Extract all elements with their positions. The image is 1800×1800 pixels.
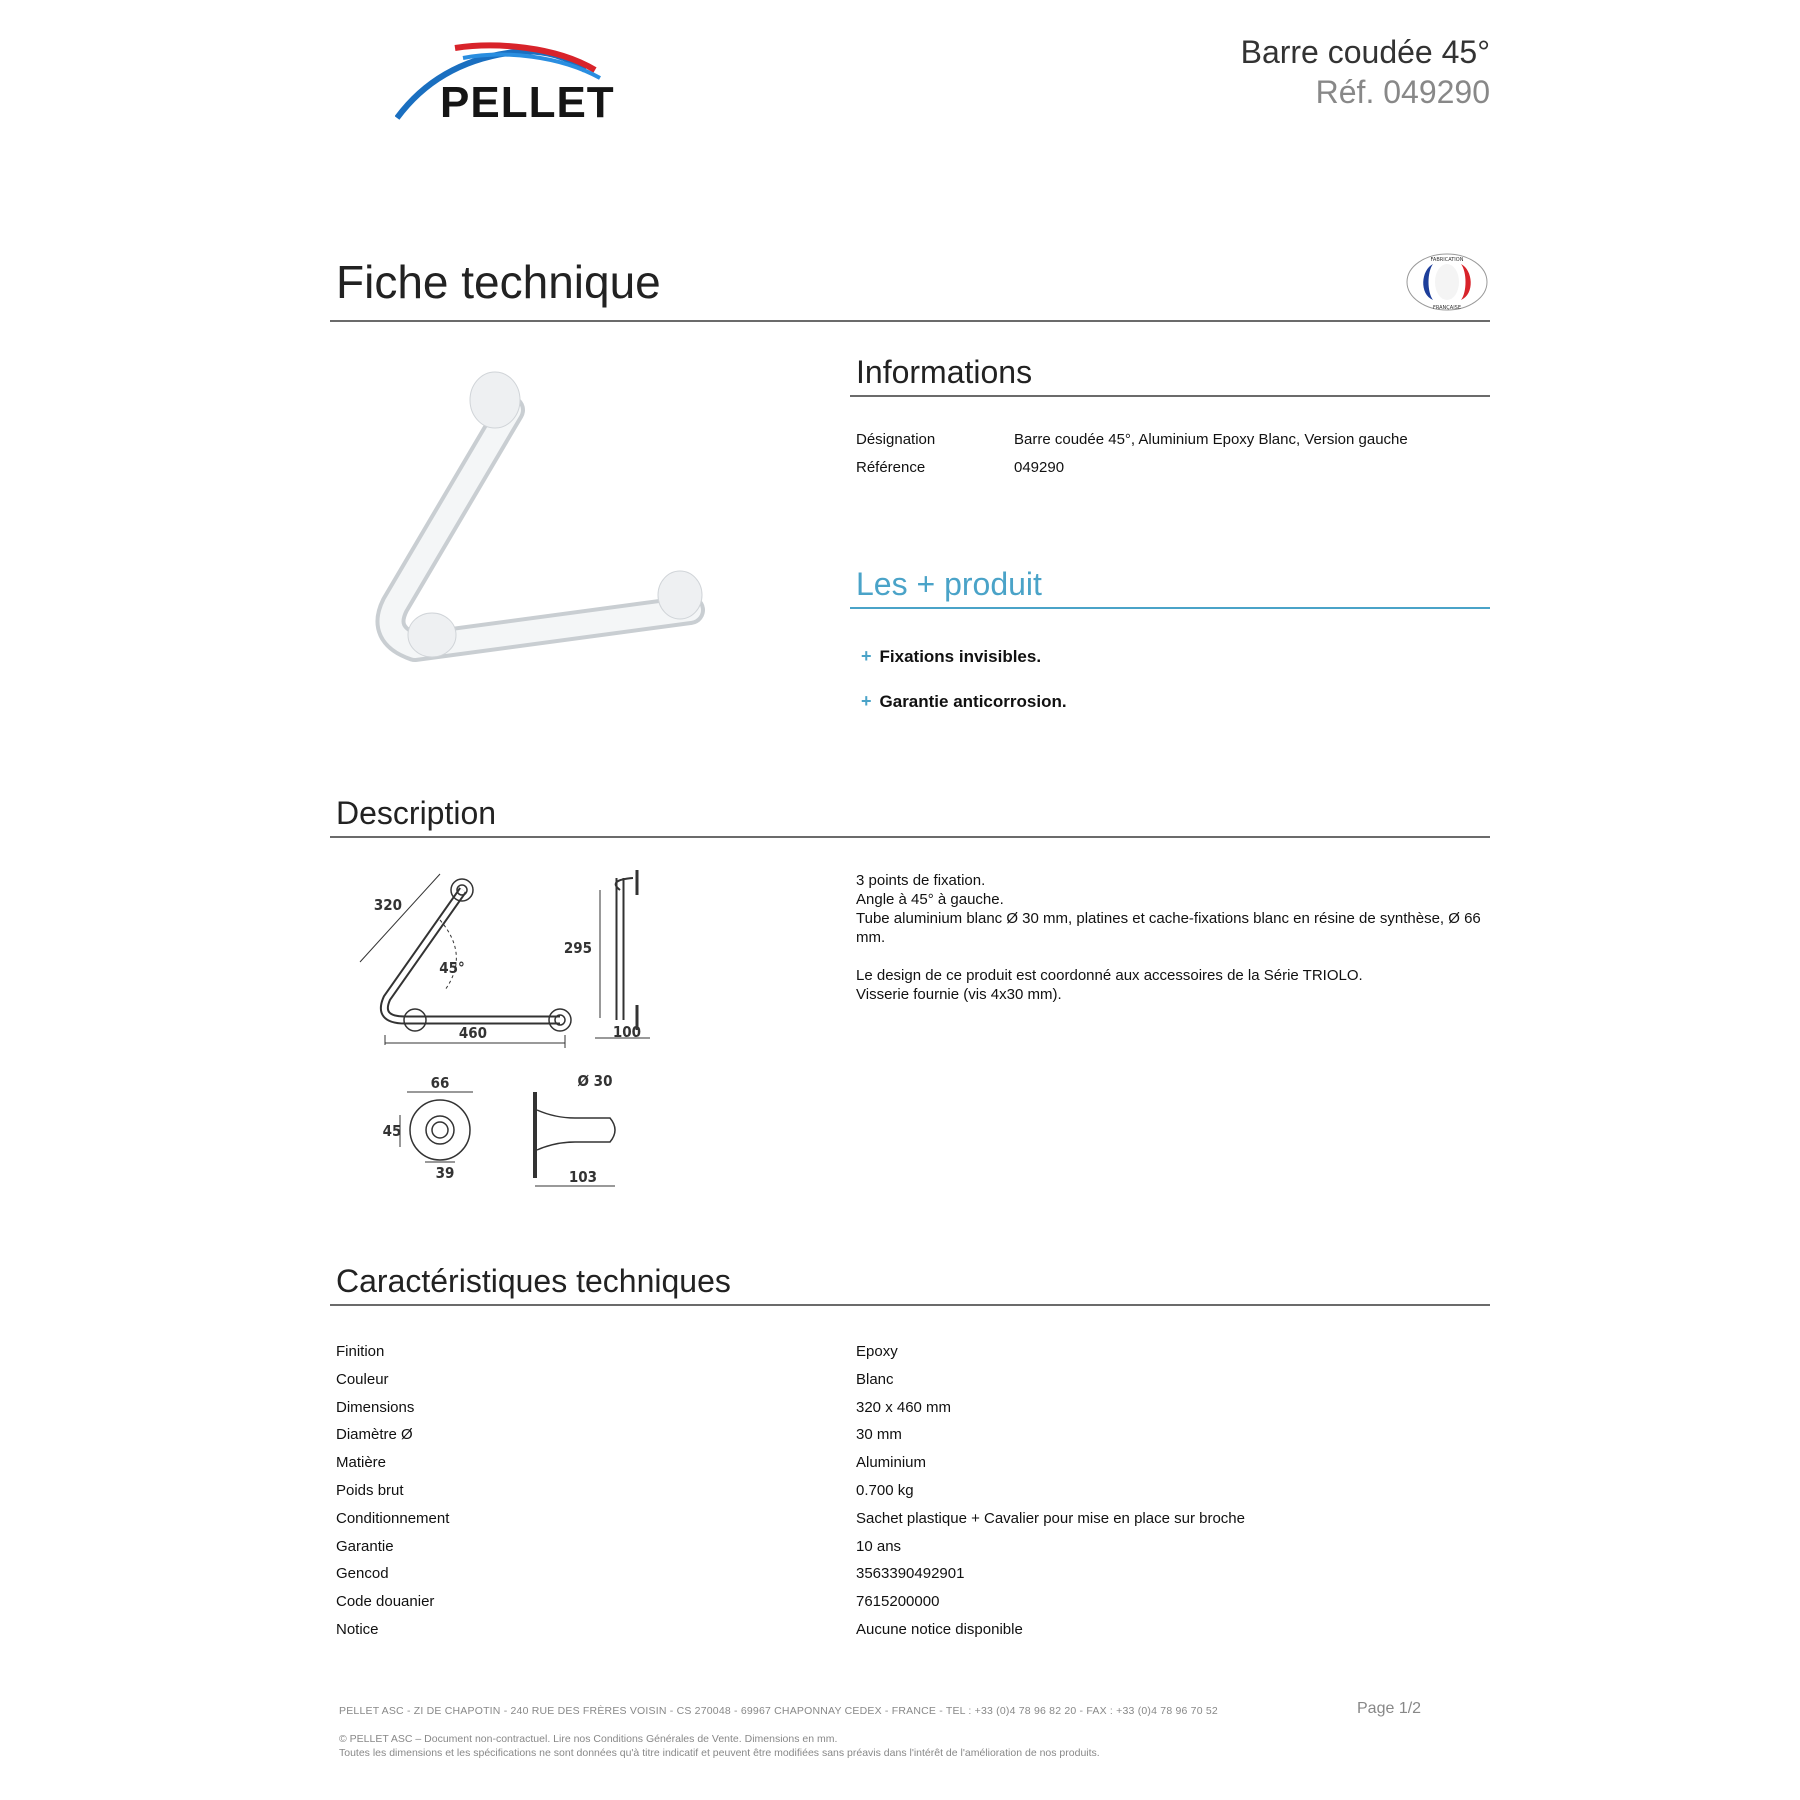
tech-value: 10 ans	[856, 1537, 902, 1555]
page-title: Fiche technique	[336, 256, 661, 308]
product-reference: Réf. 049290	[1315, 74, 1490, 110]
tech-value: Blanc	[856, 1370, 894, 1388]
description-line	[856, 947, 1486, 966]
tech-value: 7615200000	[856, 1593, 940, 1611]
footer-legal: Toutes les dimensions et les spécifications ne sont données qu'à titre indicatif et peuvent être modifiées sans préavis dans l'intérêt de l'amélioration de nos produits.	[339, 1747, 1100, 1759]
product-image	[360, 355, 710, 700]
grab-bar-illustration	[360, 355, 710, 700]
description-line: Angle à 45° à gauche.	[856, 891, 1004, 908]
description-text	[856, 871, 1486, 1004]
tech-value: 3563390492901	[856, 1565, 965, 1583]
pellet-logo	[395, 40, 635, 130]
caracteristiques-title: Caractéristiques techniques	[336, 1263, 731, 1299]
tech-value: Epoxy	[856, 1343, 898, 1360]
plus-produit-title: Les + produit	[856, 566, 1042, 602]
footer-legal: © PELLET ASC – Document non-contractuel. Lire nos Conditions Générales de Vente. Dimensions en mm.	[339, 1733, 838, 1745]
info-label: Référence	[856, 459, 926, 476]
tech-value: Aluminium	[856, 1454, 927, 1472]
info-value: Barre coudée 45°, Aluminium Epoxy Blanc, Version gauche	[1014, 431, 1408, 448]
plus-item	[861, 691, 1067, 712]
product-title: Barre coudée 45°	[1240, 34, 1490, 70]
tech-label: Garantie	[336, 1537, 394, 1555]
document-title	[1241, 32, 1490, 112]
dim-39: 39	[435, 1164, 455, 1182]
tech-label: Diamètre Ø	[336, 1426, 413, 1444]
description-line: 3 points de fixation.	[856, 872, 986, 889]
tech-label: Matière	[336, 1454, 387, 1472]
divider	[330, 1304, 1490, 1306]
tech-label: Conditionnement	[336, 1509, 450, 1527]
tech-label: Notice	[336, 1621, 379, 1638]
dim-diameter: Ø 30	[577, 1072, 613, 1090]
dim-295: 295	[563, 939, 593, 957]
tech-label: Couleur	[336, 1370, 389, 1388]
divider	[850, 607, 1490, 609]
fabrication-francaise-badge	[1405, 252, 1489, 312]
info-label: Désignation	[856, 431, 936, 448]
info-value: 049290	[1014, 459, 1065, 476]
tech-label: Dimensions	[336, 1398, 415, 1416]
tech-value: 320 x 460 mm	[856, 1398, 952, 1416]
divider	[850, 395, 1490, 397]
description-line: Visserie fournie (vis 4x30 mm).	[856, 986, 1062, 1003]
plus-icon: +	[861, 646, 872, 666]
dim-100: 100	[612, 1023, 642, 1041]
dim-45: 45	[382, 1122, 402, 1140]
plus-item-text: Garantie anticorrosion.	[879, 692, 1067, 711]
dim-320: 320	[373, 896, 403, 914]
description-title: Description	[336, 795, 497, 831]
tech-value: 0.700 kg	[856, 1482, 914, 1499]
tech-label: Poids brut	[336, 1482, 404, 1499]
french-flag-icon	[1405, 252, 1489, 312]
dim-460: 460	[458, 1024, 488, 1042]
description-line: Le design de ce produit est coordonné aux accessoires de la Série TRIOLO.	[856, 967, 1363, 984]
flag-bottom-text: FRANÇAISE	[1432, 305, 1462, 311]
dim-103: 103	[568, 1168, 598, 1186]
footer-address: PELLET ASC - ZI DE CHAPOTIN - 240 RUE DES FRÈRES VOISIN - CS 270048 - 69967 CHAPONNAY CEDEX - FRANCE - TEL : +33 (0)4 78 96 82 20 - FAX : +33 (0)4 78 96 70 52	[339, 1705, 1218, 1717]
informations-title: Informations	[856, 354, 1033, 390]
plus-item	[861, 646, 1041, 667]
page-number: Page 1/2	[1357, 1700, 1422, 1717]
description-line: Tube aluminium blanc Ø 30 mm, platines et cache-fixations blanc en résine de synthèse, Ø 66 mm.	[856, 910, 1481, 946]
dim-66: 66	[430, 1074, 450, 1092]
tech-label: Code douanier	[336, 1593, 435, 1611]
tech-label: Finition	[336, 1343, 385, 1360]
divider	[330, 320, 1490, 322]
tech-value: Aucune notice disponible	[856, 1621, 1023, 1638]
brand-name: PELLET	[440, 78, 615, 127]
plus-icon: +	[861, 691, 872, 711]
dimension-diagram	[345, 860, 675, 1200]
tech-value: 30 mm	[856, 1426, 902, 1444]
flag-top-text: FABRICATION	[1430, 257, 1464, 263]
tech-value: Sachet plastique + Cavalier pour mise en place sur broche	[856, 1509, 1245, 1527]
tech-label: Gencod	[336, 1565, 389, 1583]
plus-item-text: Fixations invisibles.	[879, 647, 1042, 666]
technical-drawing	[345, 860, 675, 1200]
dim-angle: 45°	[439, 959, 465, 977]
divider	[330, 836, 1490, 838]
